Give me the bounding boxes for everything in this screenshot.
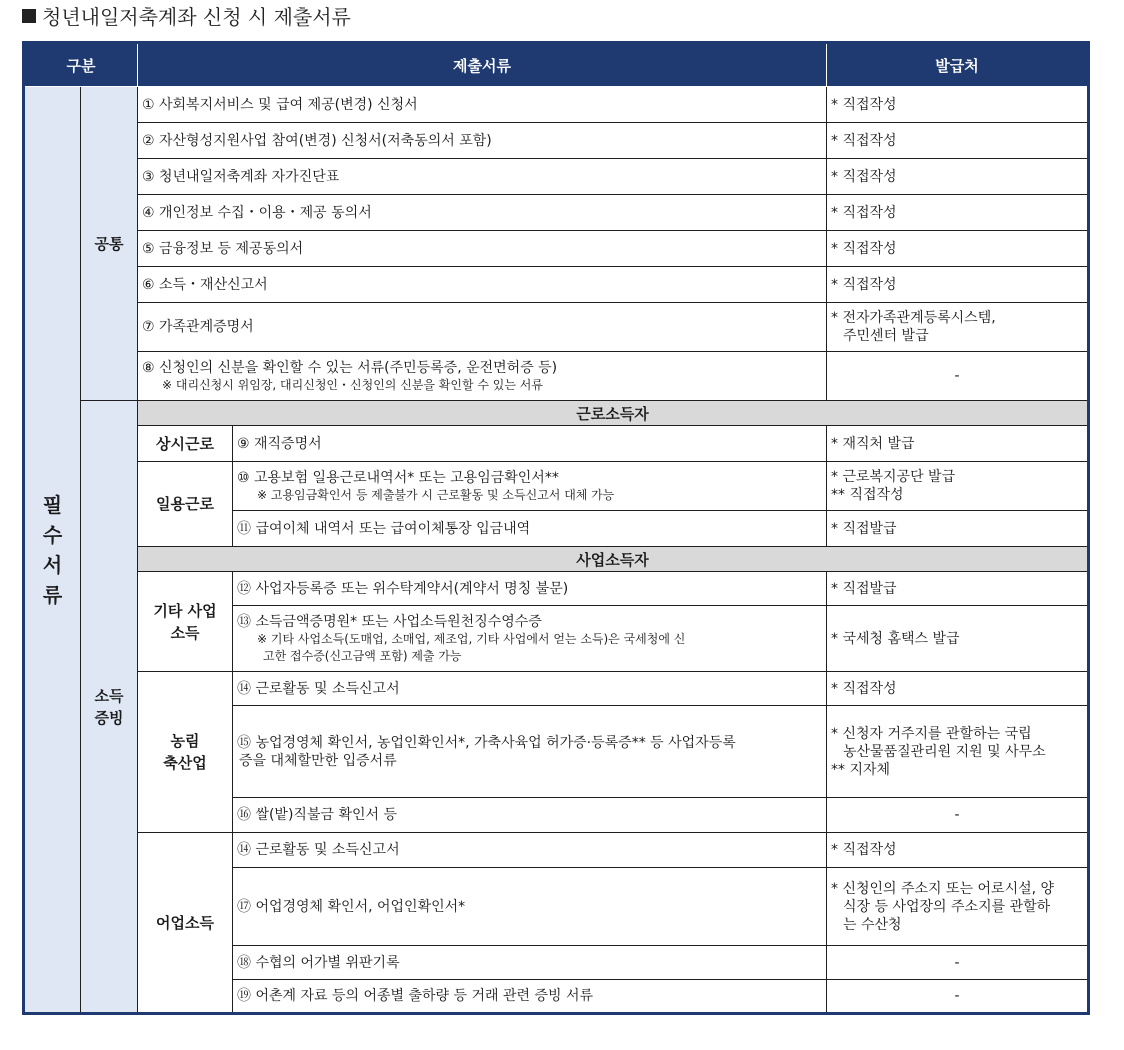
header-category: 구분 [24, 43, 138, 87]
doc-14: ⑭ 근로활동 및 소득신고서 [233, 672, 827, 706]
issuer-9: * 재직처 발급 [827, 426, 1089, 462]
doc-7: ⑦ 가족관계증명서 [138, 303, 827, 352]
section-employment: 근로소득자 [138, 401, 1089, 426]
issuer-11: * 직접발급 [827, 511, 1089, 547]
doc-13-note: ※ 기타 사업소득(도매업, 소매업, 제조업, 기타 사업에서 얻는 소득)은 국세청에 신 [257, 631, 686, 646]
doc-10: ⑩ 고용보험 일용근로내역서* 또는 고용임금확인서** ※ 고용임금확인서 등 제출불가 시 근로활동 및 소득신고서 대체 가능 [233, 462, 827, 511]
issuer-16: - [827, 798, 1089, 833]
table-row [24, 672, 1089, 706]
doc-9: ⑨ 재직증명서 [233, 426, 827, 462]
sub-fishery: 어업소득 [138, 833, 233, 1014]
issuer-12: * 직접발급 [827, 572, 1089, 606]
page-title-text: 청년내일저축계좌 신청 시 제출서류 [42, 5, 351, 29]
issuer-6: * 직접작성 [827, 267, 1089, 303]
issuer-14: * 직접작성 [827, 672, 1089, 706]
sub-daily-work: 일용근로 [138, 462, 233, 547]
issuer-2: * 직접작성 [827, 123, 1089, 159]
table-row [24, 267, 1089, 303]
doc-13: ⑬ 소득금액증명원* 또는 사업소득원천징수영수증 ※ 기타 사업소득(도매업, 소매업, 제조업, 기타 사업에서 얻는 소득)은 국세청에 신 고한 접수증(신고금액 포함) 제출 가능 [233, 606, 827, 672]
issuer-5: * 직접작성 [827, 231, 1089, 267]
doc-19: ⑲ 어촌계 자료 등의 어종별 출하량 등 거래 관련 증빙 서류 [233, 980, 827, 1014]
category-common: 공통 [81, 87, 138, 401]
table-row [24, 833, 1089, 868]
issuer-18: - [827, 946, 1089, 980]
table-row [24, 426, 1089, 462]
doc-14b: ⑭ 근로활동 및 소득신고서 [233, 833, 827, 868]
issuer-10: * 근로복지공단 발급 ** 직접작성 [827, 462, 1089, 511]
table-row [24, 303, 1089, 352]
table-row [24, 231, 1089, 267]
section-row-employment [24, 401, 1089, 426]
issuer-14b: * 직접작성 [827, 833, 1089, 868]
sub-regular-work: 상시근로 [138, 426, 233, 462]
header-documents: 제출서류 [138, 43, 827, 87]
table-row [24, 462, 1089, 511]
table-row [24, 123, 1089, 159]
doc-6: ⑥ 소득・재산신고서 [138, 267, 827, 303]
table-row [24, 352, 1089, 401]
doc-11: ⑪ 급여이체 내역서 또는 급여이체통장 입금내역 [233, 511, 827, 547]
section-business: 사업소득자 [138, 547, 1089, 572]
doc-5: ⑤ 금융정보 등 제공동의서 [138, 231, 827, 267]
page-title [22, 4, 351, 30]
doc-8: ⑧ 신청인의 신분을 확인할 수 있는 서류(주민등록증, 운전면허증 등) ※ 대리신청시 위임장, 대리신청인・신청인의 신분을 확인할 수 있는 서류 [138, 352, 827, 401]
doc-16: ⑯ 쌀(밭)직불금 확인서 등 [233, 798, 827, 833]
square-bullet-icon [22, 9, 36, 23]
doc-8-note: ※ 대리신청시 위임장, 대리신청인・신청인의 신분을 확인할 수 있는 서류 [162, 377, 543, 392]
doc-10-note: ※ 고용임금확인서 등 제출불가 시 근로활동 및 소득신고서 대체 가능 [257, 487, 615, 502]
doc-12: ⑫ 사업자등록증 또는 위수탁계약서(계약서 명칭 불문) [233, 572, 827, 606]
issuer-15: * 신청자 거주지를 관할하는 국립 농산물품질관리원 지원 및 사무소 ** 지자체 [827, 706, 1089, 798]
header-issuer: 발급처 [827, 43, 1089, 87]
doc-2: ② 자산형성지원사업 참여(변경) 신청서(저축동의서 포함) [138, 123, 827, 159]
documents-table [22, 41, 1090, 1015]
issuer-1: * 직접작성 [827, 87, 1089, 123]
sub-agri: 농림 축산업 [138, 672, 233, 833]
doc-3: ③ 청년내일저축계좌 자가진단표 [138, 159, 827, 195]
issuer-17: * 신청인의 주소지 또는 어로시설, 양 식장 등 사업장의 주소지를 관할하 는 수산청 [827, 868, 1089, 946]
issuer-4: * 직접작성 [827, 195, 1089, 231]
table-row [24, 87, 1089, 123]
issuer-19: - [827, 980, 1089, 1014]
category-required-docs: 필 수 서 류 [24, 87, 81, 1014]
table-row [24, 159, 1089, 195]
sub-other-business: 기타 사업 소득 [138, 572, 233, 672]
table-row [24, 195, 1089, 231]
issuer-13: * 국세청 홈택스 발급 [827, 606, 1089, 672]
issuer-3: * 직접작성 [827, 159, 1089, 195]
table-row [24, 572, 1089, 606]
table-header-row [24, 43, 1089, 87]
doc-1: ① 사회복지서비스 및 급여 제공(변경) 신청서 [138, 87, 827, 123]
issuer-8: - [827, 352, 1089, 401]
doc-17: ⑰ 어업경영체 확인서, 어업인확인서* [233, 868, 827, 946]
doc-15: ⑮ 농업경영체 확인서, 농업인확인서*, 가축사육업 허가증·등록증** 등 사업자등록 증을 대체할만한 입증서류 [233, 706, 827, 798]
issuer-7: * 전자가족관계등록시스템, 주민센터 발급 [827, 303, 1089, 352]
section-row-business [24, 547, 1089, 572]
doc-18: ⑱ 수협의 어가별 위판기록 [233, 946, 827, 980]
doc-4: ④ 개인정보 수집・이용・제공 동의서 [138, 195, 827, 231]
category-income-proof: 소득 증빙 [81, 401, 138, 1014]
